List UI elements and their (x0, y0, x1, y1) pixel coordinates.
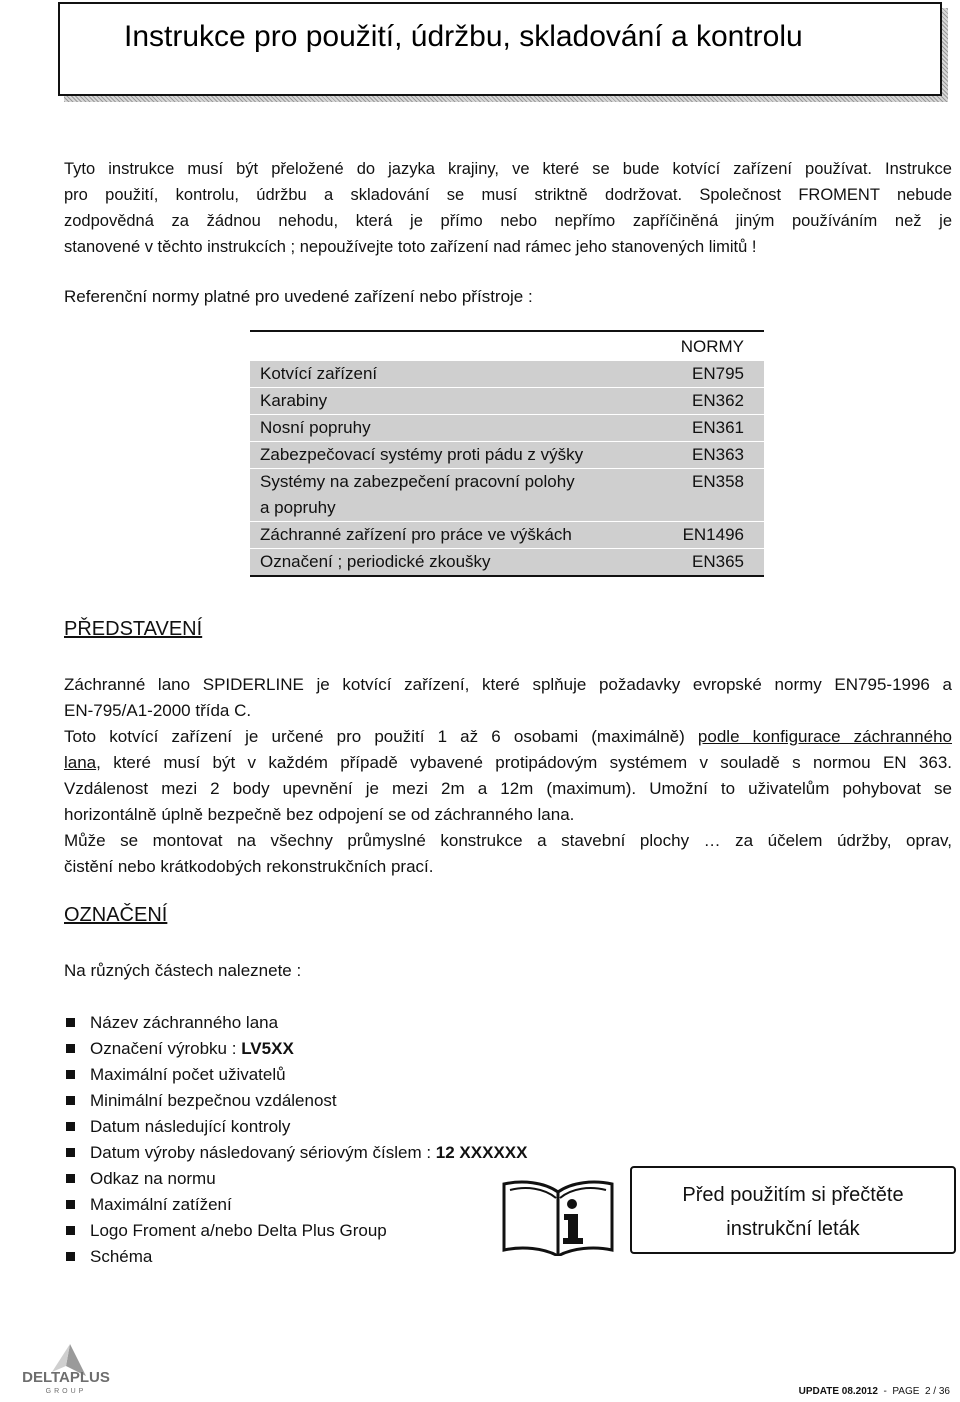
delta-plus-logo-icon (6, 1342, 126, 1396)
norm-code: EN362 (624, 388, 764, 415)
norm-code: EN363 (624, 442, 764, 469)
norm-label: Zabezpečovací systémy proti pádu z výšky (250, 442, 624, 469)
norm-label: Karabiny (250, 388, 624, 415)
norm-code: EN365 (624, 549, 764, 577)
list-item (64, 1088, 624, 1114)
info-book-icon (500, 1176, 616, 1256)
norms-intro (64, 284, 952, 310)
presentation-underlined: podle konfigurace záchranného (697, 727, 952, 746)
norm-code: EN358 (624, 469, 764, 522)
read-instructions-box (630, 1166, 956, 1254)
presentation-line: EN-795/A1-2000 třída C. (64, 701, 252, 720)
presentation-line: Vzdálenost mezi 2 body upevnění je mezi 2m a 12m (maximum). Umožní to uživatelům pohybovat se (64, 779, 952, 798)
list-item (64, 1062, 624, 1088)
table-row (250, 549, 764, 577)
list-item (64, 1010, 624, 1036)
intro-line: Tyto instrukce musí být přeložené do jazyka krajiny, ve které se bude kotvící zařízení používat. Instrukce (64, 160, 952, 178)
table-row (250, 361, 764, 388)
footer-page: - PAGE 2 / 36 (877, 1386, 950, 1397)
presentation-paragraph (64, 672, 952, 880)
presentation-line: čistění nebo krátkodobých rekonstrukčních prací. (64, 857, 434, 876)
title-box (58, 2, 942, 96)
intro-paragraph (64, 156, 952, 260)
norms-table-header (250, 331, 764, 361)
presentation-line: Záchranné lano SPIDERLINE je kotvící zařízení, které splňuje požadavky evropské normy EN795-1996 a (64, 675, 952, 694)
marking-intro-text: Na různých částech naleznete : (64, 961, 302, 980)
page-footer (799, 1386, 950, 1397)
intro-line: stanovené v těchto instrukcích ; nepoužívejte toto zařízení nad rámec jeho stanovených limitů ! (64, 238, 757, 256)
table-row (250, 415, 764, 442)
norms-intro-text: Referenční normy platné pro uvedené zařízení nebo přístroje : (64, 287, 533, 306)
norm-label: Nosní popruhy (250, 415, 624, 442)
table-row (250, 388, 764, 415)
list-item (64, 1114, 624, 1140)
read-box-line2: instrukční leták (726, 1218, 860, 1240)
item-text: Maximální počet uživatelů (90, 1065, 286, 1084)
item-text: Název záchranného lana (90, 1013, 279, 1032)
table-row (250, 469, 764, 522)
list-item (64, 1036, 624, 1062)
logo-brand: DELTAPLUS (22, 1369, 110, 1386)
norms-table (250, 330, 764, 577)
presentation-line (64, 724, 952, 750)
norm-code: EN795 (624, 361, 764, 388)
item-text: Datum následující kontroly (90, 1117, 291, 1136)
intro-line: pro použití, kontrolu, údržbu a skladování se musí striktně dodržovat. Společnost FROMENT nebude (64, 186, 952, 204)
norm-code: EN1496 (624, 522, 764, 549)
page-title: Instrukce pro použití, údržbu, skladování a kontrolu (124, 20, 803, 53)
table-row (250, 522, 764, 549)
item-text: Odkaz na normu (90, 1169, 216, 1188)
item-text: Logo Froment a/nebo Delta Plus Group (90, 1221, 387, 1240)
logo-sub: GROUP (45, 1388, 87, 1395)
presentation-line: Může se montovat na všechny průmyslné konstrukce a stavební plochy … za účelem údržby, oprav, (64, 831, 952, 850)
presentation-line: horizontálně úplně bezpečně bez odpojení se od záchranného lana. (64, 805, 575, 824)
intro-line: zodpovědná za žádnou nehodu, která je přímo nebo nepřímo zapříčiněná jiným používáním než je (64, 212, 952, 230)
norm-label: Záchranné zařízení pro práce ve výškách (250, 522, 624, 549)
item-text: Označení výrobku : (90, 1039, 242, 1058)
item-text: Datum výroby následovaný sériovým číslem : (90, 1143, 436, 1162)
norm-label-line2: a popruhy (260, 498, 336, 517)
norm-code: EN361 (624, 415, 764, 442)
presentation-text: , které musí být v každém případě vybavené protipádovým systémem v souladě s normou EN 363. (96, 753, 952, 772)
item-text: Minimální bezpečnou vzdálenost (90, 1091, 337, 1110)
marking-intro (64, 958, 952, 984)
norm-label-line1: Systémy na zabezpečení pracovní polohy (260, 472, 575, 491)
list-item (64, 1140, 624, 1166)
item-bold: LV5XX (241, 1039, 294, 1058)
table-row (250, 442, 764, 469)
footer-update: UPDATE 08.2012 (798, 1386, 878, 1397)
section-heading-presentation: PŘEDSTAVENÍ (64, 618, 203, 640)
norm-label: Označení ; periodické zkoušky (250, 549, 624, 577)
presentation-line (64, 750, 952, 776)
presentation-text: Toto kotvící zařízení je určené pro použití 1 až 6 osobami (maximálně) (64, 727, 698, 746)
section-heading-marking: OZNAČENÍ (64, 904, 168, 926)
title-frame (58, 2, 946, 100)
norm-label: Kotvící zařízení (250, 361, 624, 388)
item-bold: 12 XXXXXX (435, 1143, 528, 1162)
norm-label (250, 469, 624, 522)
read-box-line1: Před použitím si přečtěte (682, 1184, 904, 1206)
norms-header-label: NORMY (624, 331, 764, 361)
item-text: Maximální zatížení (90, 1195, 232, 1214)
norms-header-empty (250, 331, 624, 361)
presentation-underlined: lana (64, 753, 97, 772)
item-text: Schéma (90, 1247, 153, 1266)
